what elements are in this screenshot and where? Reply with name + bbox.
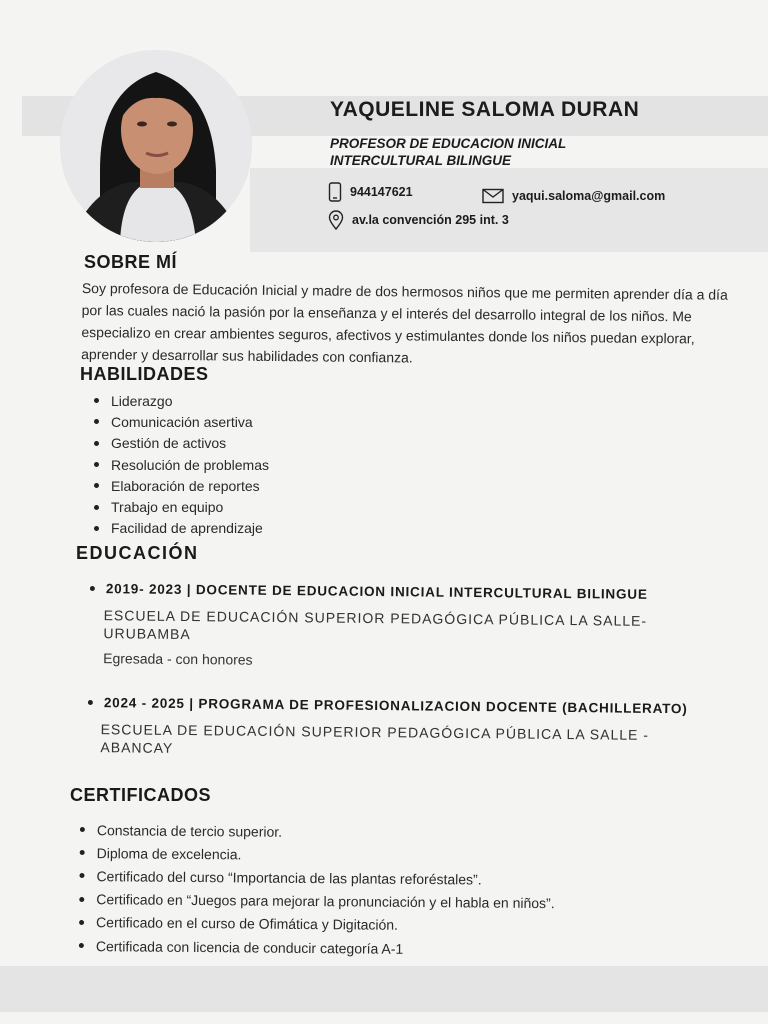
bullet-icon <box>88 700 93 705</box>
skill-label: Elaboración de reportes <box>111 477 260 494</box>
job-title <box>330 135 650 169</box>
certificate-label: Constancia de tercio superior. <box>96 821 283 840</box>
list-item <box>94 454 269 475</box>
bullet-icon <box>94 419 99 424</box>
education-heading-row <box>90 580 650 604</box>
education-school: ESCUELA DE EDUCACIÓN SUPERIOR PEDAGÓGICA PÚBLICA LA SALLE - ABANCAY <box>100 721 650 756</box>
bullet-icon <box>79 873 84 878</box>
education-heading: 2024 - 2025 | PROGRAMA DE PROFESIONALIZACION DOCENTE (BACHILLERATO) <box>103 695 688 717</box>
list-item <box>79 934 555 961</box>
email-address: yaqui.saloma@gmail.com <box>512 189 666 203</box>
job-title-line-2: INTERCULTURAL BILINGUE <box>330 153 511 168</box>
bullet-icon <box>94 441 99 446</box>
candidate-name: YAQUELINE SALOMA DURAN <box>330 98 640 121</box>
bullet-icon <box>79 920 84 925</box>
bullet-icon <box>79 943 84 948</box>
skill-label: Gestión de activos <box>111 435 227 452</box>
list-item <box>94 390 269 411</box>
about-paragraph: Soy profesora de Educación Inicial y madre de dos hermosos niños que me permiten aprender día a día por las cuales nació la pasión por la enseñanza y el interés del desarrollo integral de los niños. Me especializo en crear ambientes seguros, afectivos y estimulantes donde los niños puedan explorar, aprender y desarrollar sus habilidades con confianza. <box>81 279 728 366</box>
education-item <box>89 580 650 672</box>
bullet-icon <box>94 505 99 510</box>
portrait-image <box>60 50 252 242</box>
section-title-certificados: CERTIFICADOS <box>70 785 211 805</box>
education-heading-row <box>88 694 688 718</box>
location-pin-icon <box>328 210 344 230</box>
list-item <box>94 518 269 539</box>
skill-label: Liderazgo <box>111 392 173 409</box>
bullet-icon <box>94 483 99 488</box>
certificate-label: Certificado en el curso de Ofimática y Digitación. <box>96 914 399 934</box>
skills-list <box>94 390 269 539</box>
address: av.la convención 295 int. 3 <box>352 213 509 227</box>
bullet-icon <box>80 850 85 855</box>
certificate-label: Certificado del curso “Importancia de las plantas reforéstales”. <box>96 868 482 888</box>
bullet-icon <box>80 827 85 832</box>
skill-label: Resolución de problemas <box>111 456 269 473</box>
phone-icon <box>328 182 342 202</box>
certificate-label: Diploma de excelencia. <box>96 844 242 863</box>
section-title-educacion: EDUCACIÓN <box>76 543 199 563</box>
bullet-icon <box>90 586 95 591</box>
phone-number: 944147621 <box>350 185 413 199</box>
skill-label: Facilidad de aprendizaje <box>111 520 263 537</box>
footer-band <box>0 966 768 1012</box>
bullet-icon <box>94 398 99 403</box>
section-title-habilidades: HABILIDADES <box>80 364 209 384</box>
list-item <box>94 411 269 432</box>
education-note: Egresada - con honores <box>103 650 253 668</box>
list-item <box>94 475 269 496</box>
certificates-list <box>79 818 556 961</box>
phone-contact <box>328 182 413 202</box>
list-item <box>94 433 269 454</box>
certificate-label: Certificado en “Juegos para mejorar la pronunciación y el habla en niños”. <box>96 891 555 912</box>
job-title-line-1: PROFESOR DE EDUCACION INICIAL <box>330 136 567 151</box>
certificate-label: Certificada con licencia de conducir categoría A-1 <box>95 937 404 957</box>
bullet-icon <box>79 897 84 902</box>
profile-photo <box>60 50 252 242</box>
email-contact <box>482 188 665 204</box>
bullet-icon <box>94 526 99 531</box>
education-item <box>87 694 688 762</box>
list-item <box>94 496 269 517</box>
address-contact <box>328 210 509 230</box>
skill-label: Comunicación asertiva <box>111 413 253 430</box>
mail-icon <box>482 188 504 204</box>
skill-label: Trabajo en equipo <box>111 499 224 516</box>
bullet-icon <box>94 462 99 467</box>
education-heading: 2019- 2023 | DOCENTE DE EDUCACION INICIAL INTERCULTURAL BILINGUE <box>105 581 648 602</box>
section-title-sobre: SOBRE MÍ <box>84 252 178 272</box>
education-school: ESCUELA DE EDUCACIÓN SUPERIOR PEDAGÓGICA PÚBLICA LA SALLE- URUBAMBA <box>103 607 648 643</box>
